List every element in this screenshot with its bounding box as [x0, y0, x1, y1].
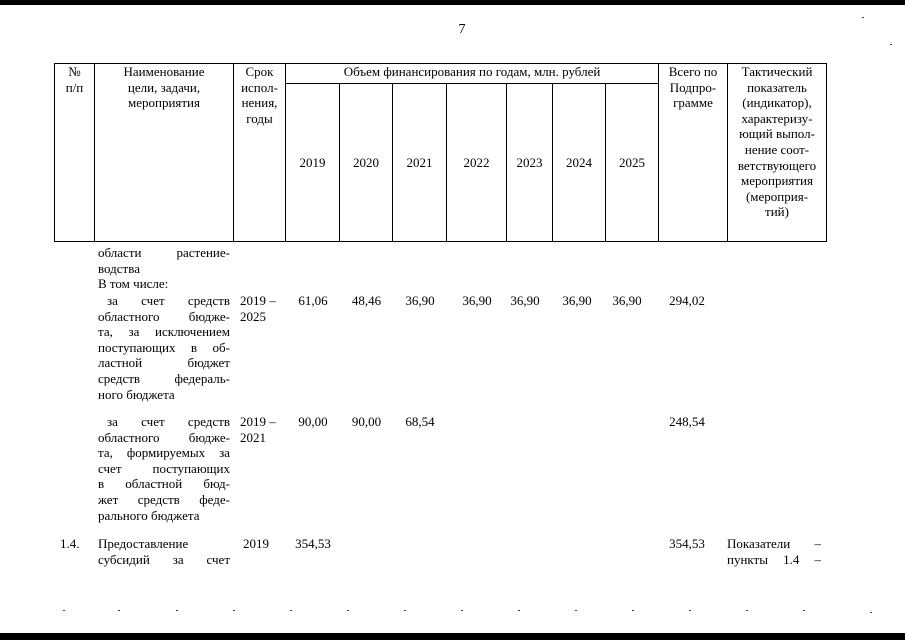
col-header-term: Срок испол- нения, годы: [234, 64, 286, 242]
scan-speck: [575, 610, 577, 611]
col-header-name: Наименование цели, задачи, мероприятия: [95, 64, 234, 242]
intro-name: области растение- водства В том числе:: [98, 245, 230, 292]
row-a-name: за счет средств областного бюдже- та, за исключением поступающих в об- ластной бюджет средств федераль- ного бюджета: [98, 293, 230, 402]
row-a-2020: 48,46: [351, 293, 382, 308]
year-header-2020: 2020: [340, 84, 393, 242]
row-b-term: 2019 – 2021: [240, 414, 276, 445]
row-c-total: 354,53: [669, 536, 705, 551]
row-c-name: Предоставление субсидий за счет: [98, 536, 230, 567]
scan-speck: [233, 610, 235, 611]
row-a-2025: 36,90: [612, 293, 642, 308]
row-a-2024: 36,90: [562, 293, 592, 308]
year-header-2021: 2021: [393, 84, 447, 242]
col-header-number: № п/п: [55, 64, 95, 242]
row-b-2019: 90,00: [298, 414, 328, 429]
page-number: 7: [458, 22, 466, 37]
col-header-indicator: Тактический показатель (индикатор), характеризу- ющий выпол- нение соот- ветствующего мероприятия (мероприя- тий): [728, 64, 827, 242]
bottom-border: [0, 633, 905, 640]
scan-speck: [870, 612, 872, 613]
scan-speck: [803, 610, 805, 611]
row-c-indicator: Показатели – пункты 1.4 –: [727, 536, 821, 567]
year-header-2024: 2024: [553, 84, 606, 242]
scan-speck: [890, 44, 892, 45]
scan-speck: [63, 610, 65, 611]
row-b-2020: 90,00: [351, 414, 382, 429]
header-table: [54, 63, 827, 242]
scan-speck: [290, 610, 292, 611]
row-a-total: 294,02: [669, 293, 705, 308]
year-header-2019: 2019: [286, 84, 340, 242]
row-a-2022: 36,90: [462, 293, 492, 308]
row-a-2021: 36,90: [405, 293, 435, 308]
row-c-number: 1.4.: [60, 536, 80, 551]
scan-speck: [632, 610, 634, 611]
row-a-2023: 36,90: [510, 293, 540, 308]
scan-speck: [689, 610, 691, 611]
row-a-2019: 61,06: [298, 293, 328, 308]
scan-speck: [176, 610, 178, 611]
row-b-name: за счет средств областного бюдже- та, формируемых за счет поступающих в областной бюд- жет средств феде- рального бюджета: [98, 414, 230, 523]
scan-speck: [118, 610, 120, 611]
row-a-term: 2019 – 2025: [240, 293, 276, 324]
top-border: [0, 0, 905, 5]
scan-speck: [461, 610, 463, 611]
scan-speck: [862, 17, 864, 18]
year-header-2022: 2022: [447, 84, 507, 242]
row-b-2021: 68,54: [405, 414, 435, 429]
row-c-term: 2019: [243, 536, 269, 551]
scan-speck: [518, 610, 520, 611]
scan-speck: [347, 610, 349, 611]
scan-speck: [746, 610, 748, 611]
col-header-funding: Объем финансирования по годам, млн. рублей: [286, 64, 659, 84]
year-header-2023: 2023: [507, 84, 553, 242]
year-header-2025: 2025: [606, 84, 659, 242]
row-c-2019: 354,53: [295, 536, 331, 551]
row-b-total: 248,54: [669, 414, 705, 429]
scan-speck: [404, 610, 406, 611]
col-header-total: Всего по Подпро- грамме: [659, 64, 728, 242]
